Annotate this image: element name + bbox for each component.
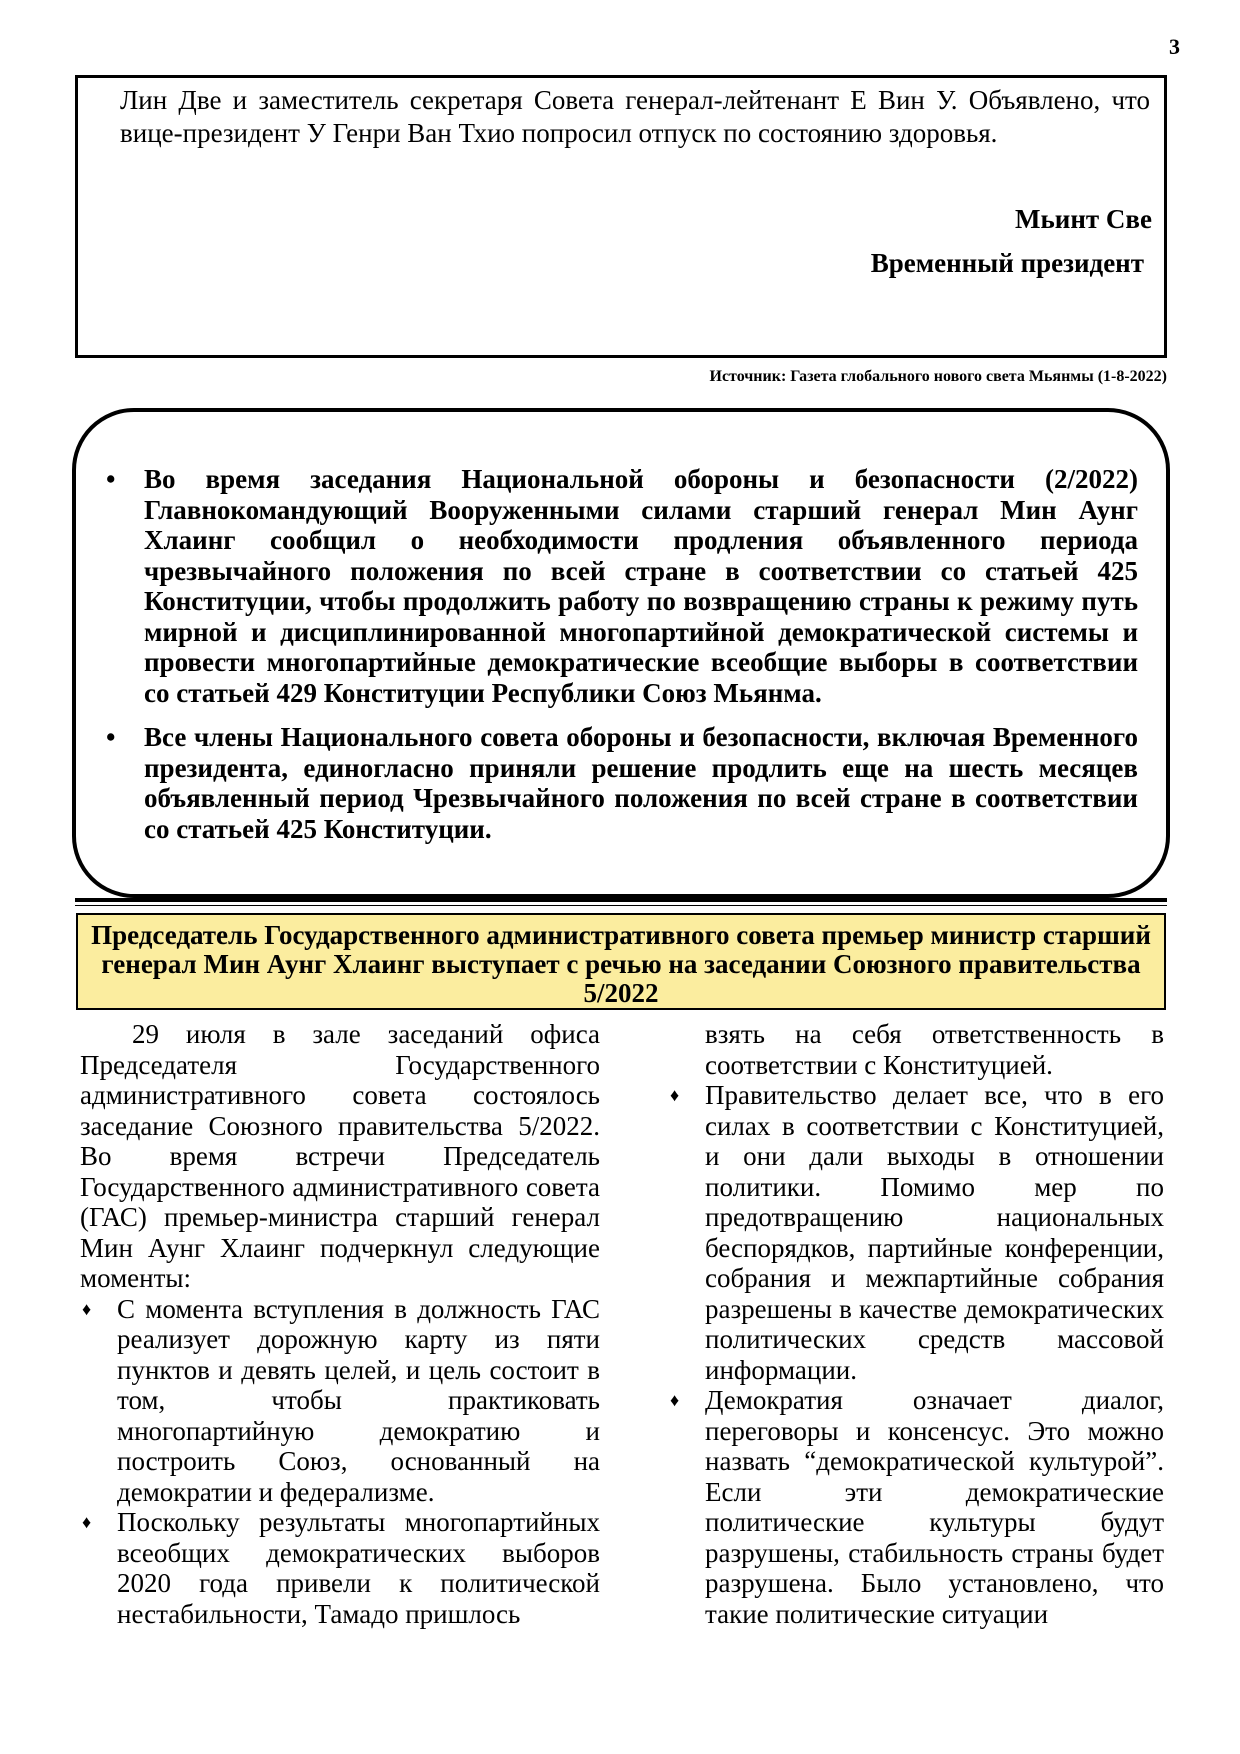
signature-title: Временный президент <box>870 248 1144 278</box>
continued-notice-box <box>75 75 1167 358</box>
article-bullet <box>668 1385 1164 1629</box>
article-bullet <box>80 1507 600 1629</box>
summary-box <box>72 408 1170 898</box>
source-citation: Источник: Газета глобального нового света Мьянмы (1-8-2022) <box>709 368 1167 385</box>
diamond-bullet-icon: ♦ <box>82 1298 92 1319</box>
article-bullet-text: С момента вступления в должность ГАС реализует дорожную карту из пяти пунктов и девять целей, и цель состоит в том, чтобы практиковать многопартийную демократию и построить Союз, основанный на демократии и федерализме. <box>117 1293 600 1507</box>
article-bullet <box>80 1294 600 1508</box>
divider-thin <box>75 905 1167 906</box>
summary-item <box>104 722 1138 844</box>
article-bullet-text: Поскольку результаты многопартийных всеобщих демократических выборов 2020 года привели к политической нестабильности, Тамадо пришлось <box>117 1507 600 1629</box>
diamond-bullet-icon: ♦ <box>670 1390 680 1410</box>
summary-item-text: Во время заседания Национальной обороны и безопасности (2/2022) Главнокомандующий Вооруженными силами старший генерал Мин Аунг Хлаинг сообщил о необходимости продления объявленного периода чрезвычайного положения по всей стране в соответствии со статьей 425 Конституции, чтобы продолжить работу по возвращению страны к режиму путь мирной и дисциплинированной многопартийной демократической системы и провести многопартийные демократические всеобщие выборы в соответствии со статьей 429 Конституции Республики Союз Мьянма. <box>144 464 1138 708</box>
article-column-left <box>80 1019 600 1629</box>
summary-item-text: Все члены Национального совета обороны и безопасности, включая Временного президента, единогласно приняли решение продлить еще на шесть месяцев объявленный период Чрезвычайного положения по всей стране в соответствии со статьей 425 Конституции. <box>144 722 1138 844</box>
article-bullet-continuation <box>668 1019 1164 1080</box>
article-bullet <box>668 1080 1164 1385</box>
diamond-bullet-icon: ♦ <box>670 1085 680 1105</box>
article-column-right <box>668 1019 1164 1629</box>
bullet-dot-icon: • <box>106 464 116 494</box>
signature-name: Мьинт Све <box>1015 204 1152 234</box>
notice-paragraph: Лин Две и заместитель секретаря Совета генерал-лейтенант Е Вин У. Объявлено, что вице-президент У Генри Ван Тхио попросил отпуск по состоянию здоровья. <box>120 85 1150 148</box>
divider-thick <box>75 898 1167 902</box>
article-continuation-text: взять на себя ответственность в соответствии с Конституцией. <box>705 1019 1164 1080</box>
article-bullets-left <box>80 1294 600 1630</box>
article-intro: 29 июля в зале заседаний офиса Председателя Государственного административного совета состоялось заседание Союзного правительства 5/2022. Во время встречи Председатель Государственного административного совета (ГАС) премьер-министра старший генерал Мин Аунг Хлаинг подчеркнул следующие моменты: <box>80 1019 600 1293</box>
summary-list <box>104 464 1138 858</box>
page-number: 3 <box>1169 34 1180 59</box>
article-bullet-text: Правительство делает все, что в его силах в соответствии с Конституцией, и они дали выходы в отношении политики. Помимо мер по предотвращению национальных беспорядков, партийные конференции, собрания и межпартийные собрания разрешены в качестве демократических политических средств массовой информации. <box>705 1080 1164 1385</box>
article-headline: Председатель Государственного административного совета премьер министр старший генерал Мин Аунг Хлаинг выступает с речью на заседании Союзного правительства 5/2022 <box>76 913 1166 1010</box>
article-bullets-right <box>668 1019 1164 1629</box>
article-bullet-text: Демократия означает диалог, переговоры и консенсус. Это можно назвать “демократической культурой”. Если эти демократические политические культуры будут разрушены, стабильность страны будет разрушена. Было установлено, что такие политические ситуации <box>705 1385 1164 1629</box>
summary-item <box>104 464 1138 708</box>
diamond-bullet-icon: ♦ <box>82 1512 92 1532</box>
bullet-dot-icon: • <box>106 722 116 752</box>
